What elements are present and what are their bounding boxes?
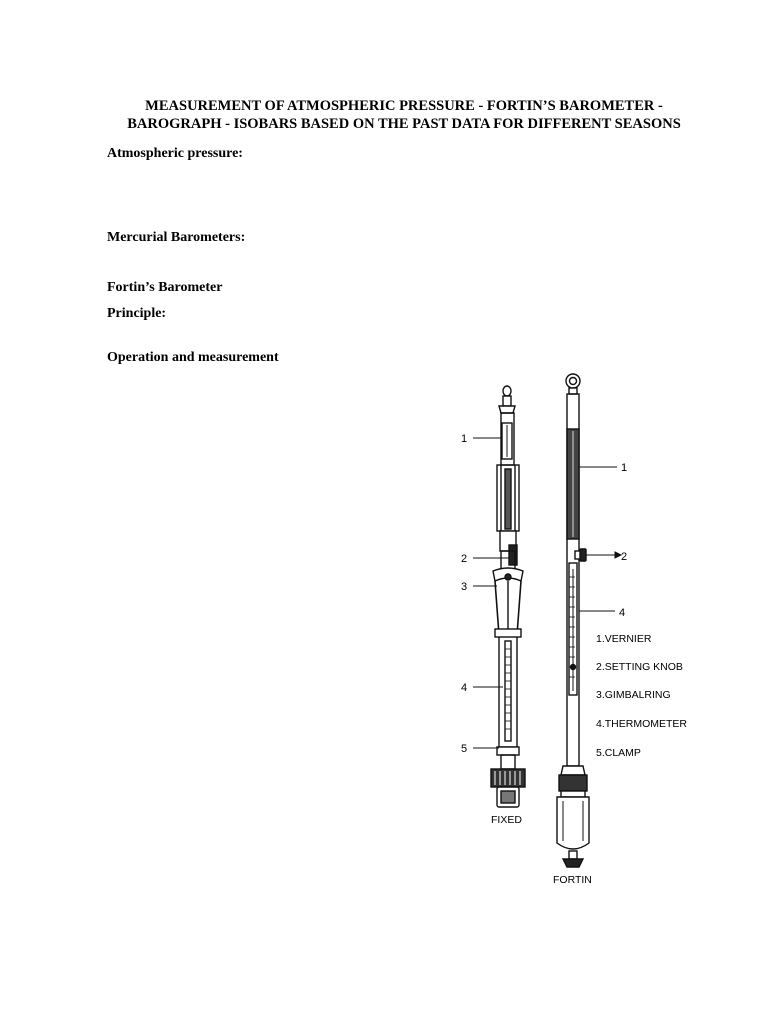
title-line-2: BAROGRAPH - ISOBARS BASED ON THE PAST DATA FOR DIFFERENT SEASONS xyxy=(127,116,681,132)
heading-principle: Principle: xyxy=(107,306,167,321)
fortin-callout-2: 2 xyxy=(621,551,628,563)
title-line-1: MEASUREMENT OF ATMOSPHERIC PRESSURE - FORTIN’S BAROMETER - xyxy=(145,98,663,114)
fortin-barometer-drawing xyxy=(557,374,589,867)
fortin-barometer-callouts xyxy=(579,467,621,611)
legend-gimbal-ring: 3.GIMBALRING xyxy=(596,689,671,701)
barometer-diagram xyxy=(455,365,705,895)
document-title xyxy=(100,97,708,133)
legend-setting-knob: 2.SETTING KNOB xyxy=(596,661,683,673)
heading-fortins-barometer: Fortin’s Barometer xyxy=(107,280,223,295)
legend-clamp: 5.CLAMP xyxy=(596,747,641,759)
fortin-callout-1: 1 xyxy=(621,462,628,474)
fortin-callout-4: 4 xyxy=(619,607,626,619)
fixed-barometer-drawing xyxy=(491,386,525,807)
barometer-figure xyxy=(455,365,705,895)
heading-mercurial-barometers: Mercurial Barometers: xyxy=(107,230,246,245)
fixed-barometer-callouts xyxy=(473,438,509,748)
heading-atmospheric-pressure: Atmospheric pressure: xyxy=(107,146,243,161)
fixed-callout-3: 3 xyxy=(461,581,468,593)
fixed-callout-1: 1 xyxy=(461,433,468,445)
legend-thermometer: 4.THERMOMETER xyxy=(596,718,688,730)
fixed-callout-4: 4 xyxy=(461,682,468,694)
fortin-caption: FORTIN xyxy=(553,874,592,886)
heading-operation-and-measurement: Operation and measurement xyxy=(107,350,279,365)
legend-vernier: 1.VERNIER xyxy=(596,633,652,645)
fixed-callout-2: 2 xyxy=(461,553,468,565)
fixed-caption: FIXED xyxy=(491,814,522,826)
fixed-callout-5: 5 xyxy=(461,743,468,755)
